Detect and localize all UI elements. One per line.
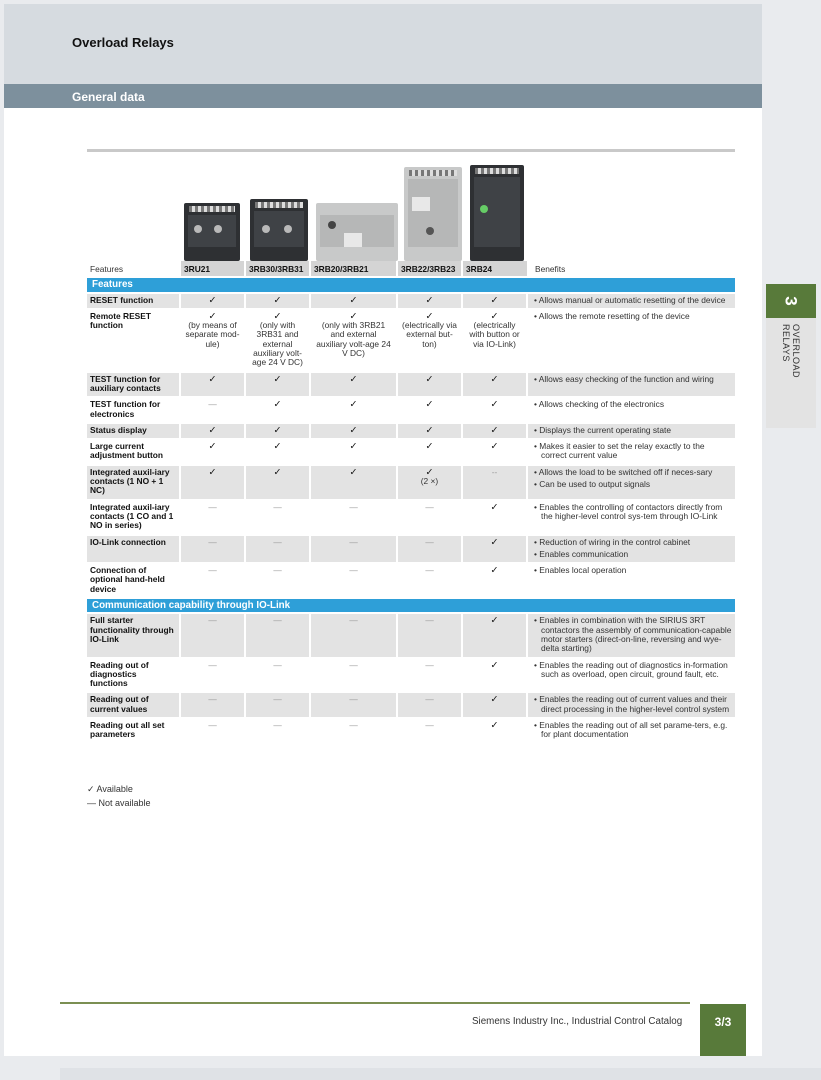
- product-header: 3RB20/3RB21: [310, 261, 397, 277]
- availability-cell: ✓: [310, 423, 397, 439]
- availability-cell: ✓ (2 ×): [397, 465, 462, 500]
- availability-cell: —: [310, 658, 397, 693]
- benefits-cell: [527, 397, 735, 423]
- availability-cell: ✓: [462, 372, 527, 398]
- benefit-item: • Enables communication: [534, 548, 629, 559]
- chapter-tab[interactable]: [766, 284, 816, 428]
- availability-cell: ✓: [462, 293, 527, 309]
- feature-label: Status display: [87, 423, 180, 439]
- availability-cell: ✓: [245, 465, 310, 500]
- availability-cell: —: [310, 563, 397, 598]
- availability-cell: —: [245, 658, 310, 693]
- table-row: [87, 423, 735, 439]
- benefits-cell: [527, 500, 735, 535]
- product-header: 3RB24: [462, 261, 527, 277]
- product-image-3rb22: [404, 167, 462, 261]
- benefits-cell: [527, 658, 735, 693]
- availability-cell: —: [397, 500, 462, 535]
- availability-cell: —: [310, 692, 397, 718]
- availability-cell: ✓: [462, 535, 527, 564]
- top-rule: [87, 149, 735, 152]
- availability-cell: —: [180, 658, 245, 693]
- availability-cell: ✓: [462, 692, 527, 718]
- feature-table: [87, 261, 735, 743]
- availability-cell: ✓: [180, 465, 245, 500]
- legend-not-available: — Not available: [87, 798, 151, 808]
- availability-cell: ✓: [462, 658, 527, 693]
- benefit-item: • Makes it easier to set the relay exactly to the correct current value: [534, 441, 705, 461]
- availability-cell: ✓: [245, 372, 310, 398]
- table-row: [87, 658, 735, 693]
- availability-cell: —: [180, 718, 245, 743]
- benefit-item: • Enables local operation: [534, 565, 627, 576]
- benefit-item: • Allows manual or automatic resetting of the device: [534, 294, 726, 305]
- availability-cell: ✓: [180, 372, 245, 398]
- table-row: [87, 465, 735, 500]
- availability-cell: —: [310, 535, 397, 564]
- availability-cell: ✓: [462, 563, 527, 598]
- feature-label: TEST function for auxiliary contacts: [87, 372, 180, 398]
- feature-label: Full starter functionality through IO-Link: [87, 613, 180, 657]
- availability-cell: ✓: [245, 423, 310, 439]
- availability-cell: —: [397, 658, 462, 693]
- availability-cell: ✓: [245, 293, 310, 309]
- availability-cell: —: [180, 397, 245, 423]
- section-title: Features: [87, 277, 735, 292]
- corner-label: Features: [90, 264, 124, 274]
- availability-cell: ✓: [180, 423, 245, 439]
- availability-cell: —: [397, 692, 462, 718]
- section-header-row: [87, 277, 735, 292]
- availability-cell: —: [245, 535, 310, 564]
- product-image-3ru21: [184, 203, 240, 261]
- availability-cell: ✓: [180, 293, 245, 309]
- benefits-cell: [527, 613, 735, 657]
- header-band: [4, 4, 762, 84]
- feature-label: TEST function for electronics: [87, 397, 180, 423]
- benefits-cell: [527, 293, 735, 309]
- availability-cell: —: [245, 613, 310, 657]
- page-number: 3/3: [700, 1004, 746, 1056]
- benefit-item: • Displays the current operating state: [534, 424, 672, 435]
- availability-cell: ✓ (only with 3RB21 and external auxiliary volt-age 24 V DC): [310, 309, 397, 372]
- benefit-item: • Reduction of wiring in the control cabinet: [534, 536, 691, 547]
- benefits-cell: [527, 465, 735, 500]
- catalog-page: [4, 4, 762, 1056]
- benefits-cell: [527, 372, 735, 398]
- section-subtitle: General data: [72, 90, 145, 104]
- footer-text: Siemens Industry Inc., Industrial Control Catalog: [472, 1016, 683, 1027]
- availability-cell: ✓: [397, 372, 462, 398]
- availability-cell: ✓: [462, 439, 527, 465]
- table-row: [87, 439, 735, 465]
- benefits-cell: [527, 718, 735, 743]
- footer-rule: [60, 1002, 690, 1004]
- product-image-3rb20: [316, 203, 398, 261]
- availability-cell: ✓: [180, 439, 245, 465]
- legend: [87, 782, 151, 810]
- availability-cell: ✓: [397, 439, 462, 465]
- feature-label: Remote RESET function: [87, 309, 180, 372]
- benefit-item: • Can be used to output signals: [534, 479, 651, 490]
- feature-label: Integrated auxil-iary contacts (1 CO and 1 NO in series): [87, 500, 180, 535]
- benefit-item: • Enables the reading out of current values and their direct processing in the higher-level control system: [534, 694, 730, 714]
- availability-cell: —: [180, 500, 245, 535]
- availability-cell: ✓: [310, 293, 397, 309]
- availability-cell: —: [245, 500, 310, 535]
- availability-cell: ✓: [310, 465, 397, 500]
- benefits-cell: [527, 692, 735, 718]
- availability-cell: —: [310, 613, 397, 657]
- benefit-item: • Enables the controlling of contactors directly from the higher-level control sys-tem through IO-Link: [534, 501, 723, 521]
- availability-cell: —: [397, 535, 462, 564]
- table-row: [87, 535, 735, 564]
- benefit-item: • Allows the load to be switched off if neces-sary: [534, 466, 713, 477]
- feature-label: Large current adjustment button: [87, 439, 180, 465]
- availability-cell: —: [397, 613, 462, 657]
- product-image-3rb30: [250, 199, 308, 261]
- availability-cell: ✓: [310, 372, 397, 398]
- feature-label: Reading out all set parameters: [87, 718, 180, 743]
- page-title: Overload Relays: [72, 35, 174, 50]
- availability-cell: —: [245, 563, 310, 598]
- availability-cell: —: [397, 563, 462, 598]
- availability-cell: ✓: [245, 397, 310, 423]
- availability-cell: —: [397, 718, 462, 743]
- benefits-cell: [527, 309, 735, 372]
- availability-cell: ✓ (electrically via external but-ton): [397, 309, 462, 372]
- availability-cell: ✓: [462, 718, 527, 743]
- benefit-item: • Enables in combination with the SIRIUS 3RT contactors the assembly of communication-capable motor starters (direct-on-line, reversing and wye-delta starting): [534, 615, 732, 654]
- availability-cell: —: [180, 563, 245, 598]
- availability-cell: --: [462, 465, 527, 500]
- availability-cell: —: [180, 692, 245, 718]
- availability-cell: —: [180, 613, 245, 657]
- availability-cell: ✓: [397, 293, 462, 309]
- availability-cell: ✓: [245, 439, 310, 465]
- chapter-number: 3: [766, 284, 816, 318]
- benefits-cell: [527, 563, 735, 598]
- benefit-item: • Allows easy checking of the function and wiring: [534, 373, 714, 384]
- section-title: Communication capability through IO-Link: [87, 598, 735, 613]
- product-image-3rb24: [470, 165, 524, 261]
- feature-label: Connection of optional hand-held device: [87, 563, 180, 598]
- chapter-label: OVERLOAD RELAYS: [781, 324, 801, 379]
- availability-cell: ✓: [462, 423, 527, 439]
- availability-cell: ✓ (electrically with button or via IO-Link): [462, 309, 527, 372]
- benefit-item: • Allows checking of the electronics: [534, 399, 665, 410]
- feature-label: Reading out of current values: [87, 692, 180, 718]
- feature-label: Integrated auxil-iary contacts (1 NO + 1 NC): [87, 465, 180, 500]
- table-row: [87, 613, 735, 657]
- product-header: 3RB22/3RB23: [397, 261, 462, 277]
- table-row: [87, 718, 735, 743]
- section-header-row: [87, 598, 735, 613]
- benefit-item: • Enables the reading out of all set parame-ters, e.g. for plant documentation: [534, 719, 728, 740]
- availability-cell: ✓: [462, 500, 527, 535]
- availability-cell: ✓: [310, 397, 397, 423]
- availability-cell: ✓ (by means of separate mod-ule): [180, 309, 245, 372]
- table-row: [87, 397, 735, 423]
- benefits-cell: [527, 535, 735, 564]
- feature-label: RESET function: [87, 293, 180, 309]
- availability-cell: ✓: [397, 397, 462, 423]
- feature-label: IO-Link connection: [87, 535, 180, 564]
- product-header: 3RB30/3RB31: [245, 261, 310, 277]
- benefits-cell: [527, 439, 735, 465]
- legend-available: ✓ Available: [87, 784, 133, 794]
- availability-cell: —: [180, 535, 245, 564]
- availability-cell: —: [245, 692, 310, 718]
- table-row: [87, 563, 735, 598]
- table-row: [87, 293, 735, 309]
- product-header: 3RU21: [180, 261, 245, 277]
- table-row: [87, 309, 735, 372]
- benefit-item: • Allows the remote resetting of the device: [534, 310, 690, 321]
- availability-cell: ✓: [462, 397, 527, 423]
- table-header-row: [87, 261, 735, 277]
- availability-cell: ✓: [310, 439, 397, 465]
- availability-cell: ✓ (only with 3RB31 and external auxiliary volt-age 24 V DC): [245, 309, 310, 372]
- availability-cell: ✓: [397, 423, 462, 439]
- next-page-edge: [60, 1068, 821, 1080]
- subtitle-band: [4, 84, 762, 108]
- availability-cell: ✓: [462, 613, 527, 657]
- availability-cell: —: [310, 718, 397, 743]
- availability-cell: —: [310, 500, 397, 535]
- availability-cell: —: [245, 718, 310, 743]
- product-images: [4, 159, 762, 261]
- table-row: [87, 372, 735, 398]
- table-row: [87, 500, 735, 535]
- benefits-header: Benefits: [535, 264, 566, 274]
- benefits-cell: [527, 423, 735, 439]
- table-row: [87, 692, 735, 718]
- benefit-item: • Enables the reading out of diagnostics in-formation such as overload, open circuit, ground fault, etc.: [534, 659, 728, 679]
- feature-label: Reading out of diagnostics functions: [87, 658, 180, 693]
